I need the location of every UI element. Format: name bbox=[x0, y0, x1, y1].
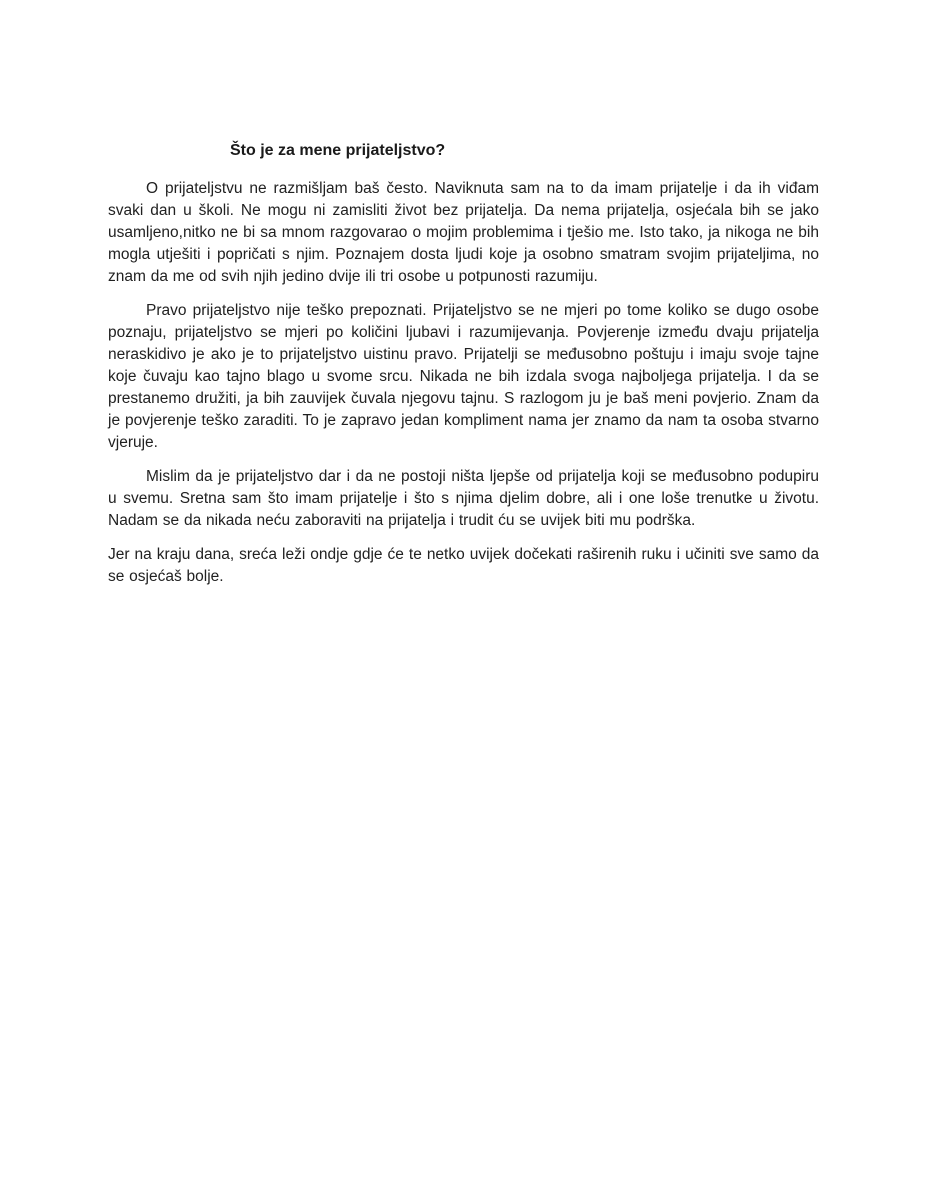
document-page bbox=[108, 140, 819, 600]
paragraph-3: Mislim da je prijateljstvo dar i da ne postoji ništa ljepše od prijatelja koji se međusobno podupiru u svemu. Sretna sam što imam prijatelje i što s njima djelim dobre, ali i one loše trenutke u životu. Nadam se da nikada neću zaboraviti na prijatelja i trudit ću se uvijek biti mu podrška. bbox=[108, 468, 819, 529]
paragraph-4: Jer na kraju dana, sreća leži ondje gdje će te netko uvijek dočekati raširenih ruku i učiniti sve samo da se osjećaš bolje. bbox=[108, 546, 819, 585]
paragraph-2: Pravo prijateljstvo nije teško prepoznati. Prijateljstvo se ne mjeri po tome koliko se dugo osobe poznaju, prijateljstvo se mjeri po količini ljubavi i razumijevanja. Povjerenje između dvaju prijatelja neraskidivo je ako je to prijateljstvo uistinu pravo. Prijatelji se međusobno poštuju i imaju svoje tajne koje čuvaju kao tajno blago u svome srcu. Nikada ne bih izdala svoga najboljega prijatelja. I da se prestanemo družiti, ja bih zauvijek čuvala njegovu tajnu. S razlogom ju je baš meni povjerio. Znam da je povjerenje teško zaraditi. To je zapravo jedan kompliment nama jer znamo da nam ta osoba stvarno vjeruje. bbox=[108, 302, 819, 451]
document-title: Što je za mene prijateljstvo? bbox=[230, 142, 446, 159]
paragraph-1: O prijateljstvu ne razmišljam baš često. Naviknuta sam na to da imam prijatelje i da ih viđam svaki dan u školi. Ne mogu ni zamisliti život bez prijatelja. Da nema prijatelja, osjećala bih se jako usamljeno,nitko ne bi sa mnom razgovarao o mojim problemima i tješio me. Isto tako, ja nikoga ne bih mogla utješiti i popričati s njim. Poznajem dosta ljudi koje ja osobno smatram svojim prijateljima, no znam da me od svih njih jedino dvije ili tri osobe u potpunosti razumiju. bbox=[108, 180, 819, 285]
